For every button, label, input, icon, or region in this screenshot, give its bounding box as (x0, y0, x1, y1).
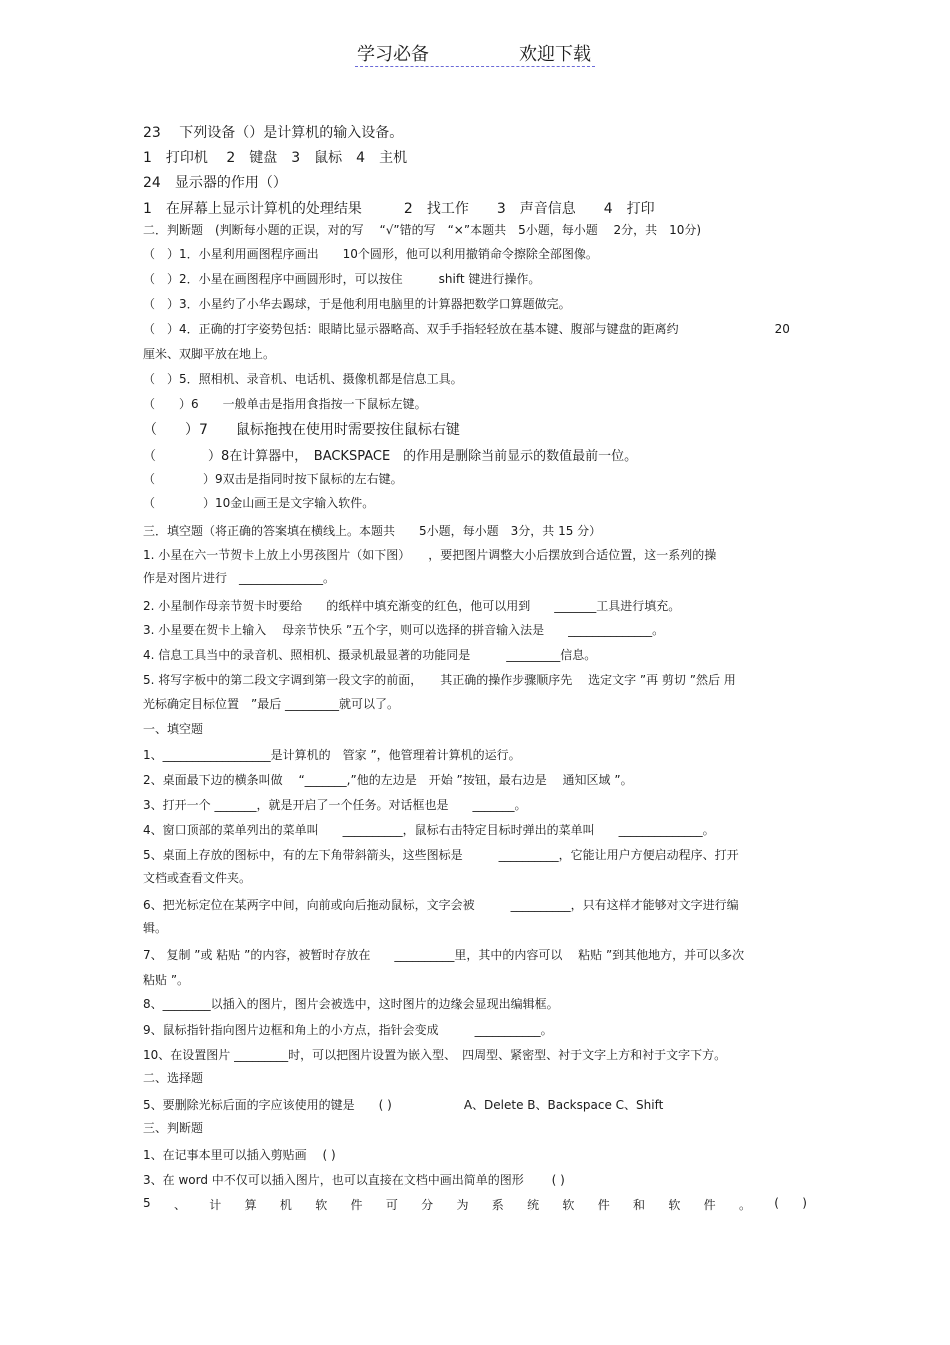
text-line: 3、打开一个 _______，就是开启了一个任务。对话框也是 _______。 (143, 798, 527, 812)
text-line: 三、判断题 (143, 1121, 204, 1135)
spread-char: 5 (143, 1196, 151, 1210)
text-line: 24 显示器的作用（） (143, 175, 287, 191)
spread-char: 统 (527, 1198, 540, 1212)
text-line: 3、在 word 中不仅可以插入图片，也可以直接在文档中画出简单的图形 ( ) (143, 1173, 565, 1187)
spread-char: 件 (597, 1198, 610, 1212)
text-line: 文档或查看文件夹。 (143, 871, 252, 885)
spread-char: 件 (703, 1198, 716, 1212)
spread-char: 系 (491, 1198, 504, 1212)
text-line: 5. 将写字板中的第二段文字调到第一段文字的前面， 其正确的操作步骤顺序先 选定文字 ”再 剪切 ”然后 用 (143, 673, 736, 687)
text-line: 8、________以插入的图片，图片会被选中，这时图片的边缘会显现出编辑框。 (143, 997, 559, 1011)
spread-char: 软 (315, 1198, 328, 1212)
text-line: 9、鼠标指针指向图片边框和角上的小方点，指针会变成 ___________。 (143, 1023, 553, 1037)
spread-char: 软 (562, 1198, 575, 1212)
spread-char: 分 (421, 1198, 434, 1212)
spread-char: ( (774, 1196, 779, 1210)
text-line: 一、填空题 (143, 722, 204, 736)
text-line: （ ）7 鼠标拖拽在使用时需要按住鼠标右键 (143, 422, 460, 438)
text-line: （ ）6 一般单击是指用食指按一下鼠标左键。 (143, 397, 427, 411)
text-line: 1 打印机 2 键盘 3 鼠标 4 主机 (143, 150, 408, 166)
text-line: 1、__________________是计算机的 管家 ”，他管理着计算机的运行。 (143, 748, 521, 762)
spread-char: 件 (350, 1198, 363, 1212)
text-line: 4. 信息工具当中的录音机、照相机、摄录机最显著的功能同是 _________信息。 (143, 648, 597, 662)
spread-char: 可 (385, 1198, 398, 1212)
text-line: 3. 小星要在贺卡上输入 母亲节快乐 ”五个字，则可以选择的拼音输入法是 ______________。 (143, 623, 665, 637)
text-line: （ ）5．照相机、录音机、电话机、摄像机都是信息工具。 (143, 372, 463, 386)
text-line: 2. 小星制作母亲节贺卡时要给 的纸样中填充渐变的红色，他可以用到 _______工具进行填充。 (143, 599, 681, 613)
text-line: （ ）3．小星约了小华去踢球，于是他利用电脑里的计算器把数学口算题做完。 (143, 297, 571, 311)
text-line: 5、桌面上存放的图标中，有的左下角带斜箭头，这些图标是 __________，它能让用户方便启动程序、打开 (143, 848, 739, 862)
spread-char: 和 (633, 1198, 646, 1212)
text-line: 7、 复制 ”或 粘贴 ”的内容，被暂时存放在 __________里，其中的内容可以 粘贴 ”到其他地方，并可以多次 (143, 948, 745, 962)
text-line: （ ）10金山画王是文字输入软件。 (143, 496, 375, 510)
text-line: （ ）4．正确的打字姿势包括：眼睛比显示器略高、双手手指轻轻放在基本键、腹部与键盘的距离约 20 (143, 322, 790, 336)
page-header (0, 40, 950, 70)
text-line: 1 在屏幕上显示计算机的处理结果 2 找工作 3 声音信息 4 打印 (143, 201, 655, 217)
spread-text-line (143, 1196, 807, 1213)
text-line: 6、把光标定位在某两字中间，向前或向后拖动鼠标，文字会被 __________，只有这样才能够对文字进行编 (143, 898, 739, 912)
spread-char: 为 (456, 1198, 469, 1212)
text-line: 2、桌面最下边的横条叫做 “_______,”他的左边是 开始 ”按钮，最右边是 通知区域 ”。 (143, 773, 633, 787)
text-line: 作是对图片进行 ______________。 (143, 571, 336, 585)
spread-char: 、 (173, 1198, 186, 1212)
text-line: 辑。 (143, 921, 168, 935)
spread-char: 机 (279, 1198, 292, 1212)
header-left-text: 学习必备 (357, 44, 429, 65)
text-line: 三．填空题（将正确的答案填在横线上。本题共 5小题，每小题 3分，共 15 分） (143, 524, 602, 538)
spread-char: 。 (738, 1198, 751, 1212)
text-line: 1、在记事本里可以插入剪贴画 ( ) (143, 1148, 336, 1162)
text-line: 4、窗口顶部的菜单列出的菜单叫 __________，鼠标右击特定目标时弹出的菜单叫 ______________。 (143, 823, 715, 837)
text-line: 1. 小星在六一节贺卡上放上小男孩图片（如下图） ，要把图片调整大小后摆放到合适位置，这一系列的操 (143, 548, 717, 562)
text-line: （ ）2．小星在画图程序中画圆形时，可以按住 shift 键进行操作。 (143, 272, 541, 286)
text-line: （ ）8在计算器中， BACKSPACE 的作用是删除当前显示的数值最前一位。 (143, 449, 638, 464)
text-line: 5、要删除光标后面的字应该使用的键是 ( ) A、Delete B、Backspace C、Shift (143, 1098, 664, 1112)
text-line: （ ）9双击是指同时按下鼠标的左右键。 (143, 472, 403, 486)
text-line: 光标确定目标位置 ”最后 _________就可以了。 (143, 697, 400, 711)
text-line: 23 下列设备（）是计算机的输入设备。 (143, 125, 404, 141)
text-line: 粘贴 ”。 (143, 973, 190, 987)
text-line: 厘米、双脚平放在地上。 (143, 347, 276, 361)
header-right-text: 欢迎下载 (519, 44, 591, 65)
spread-char: 算 (244, 1198, 257, 1212)
text-line: 二．判断题 (判断每小题的正误，对的写 “√”错的写 “×”本题共 5小题，每小题 2分，共 10分) (143, 223, 702, 237)
text-line: （ ）1．小星利用画图程序画出 10个圆形，他可以利用撤销命令擦除全部图像。 (143, 247, 598, 261)
header-dashed-rule (355, 66, 595, 67)
text-line: 二、选择题 (143, 1071, 204, 1085)
text-line: 10、在设置图片 _________时，可以把图片设置为嵌入型、 四周型、紧密型、衬于文字上方和衬于文字下方。 (143, 1048, 727, 1062)
spread-char: 软 (668, 1198, 681, 1212)
spread-char: 计 (209, 1198, 222, 1212)
spread-char: ) (802, 1196, 807, 1210)
